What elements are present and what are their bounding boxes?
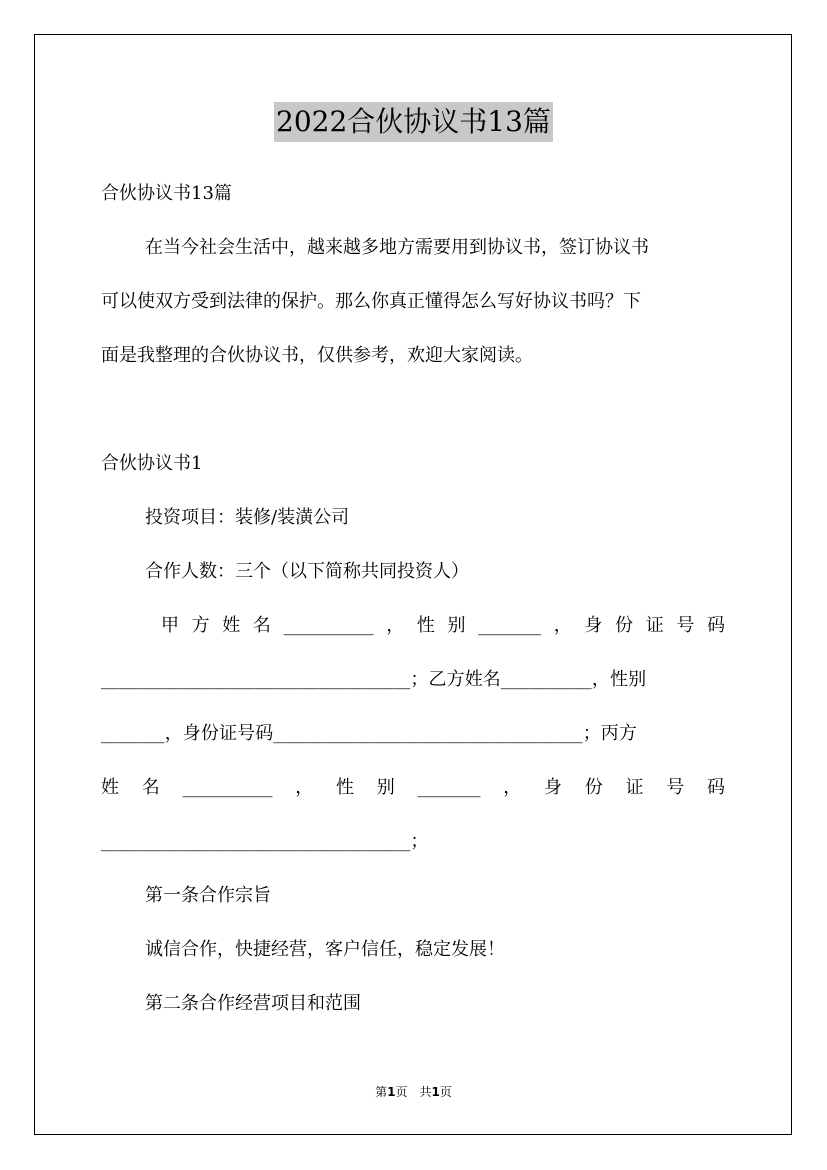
text-segment: ， <box>503 777 522 798</box>
document-subtitle: 合伙协议书13篇 <box>101 183 232 204</box>
text-segment: 名 <box>252 615 271 636</box>
text-segment: 方 <box>191 615 210 636</box>
intro-line-1: 在当今社会生活中，越来越多地方需要用到协议书，签订协议书 <box>145 237 649 258</box>
footer-prefix: 第 <box>375 1085 388 1099</box>
text-segment: 名 <box>141 777 160 798</box>
article-2-title: 第二条合作经营项目和范围 <box>145 993 361 1014</box>
text-segment: 别 <box>376 777 395 798</box>
text-segment: 证 <box>625 777 644 798</box>
party-line-2: __________________________________；乙方姓名__________，性别 <box>101 669 647 690</box>
text-segment: 份 <box>615 615 634 636</box>
blank-field: __________ <box>283 615 374 636</box>
text-segment: 码 <box>707 777 725 798</box>
text-segment: 别 <box>447 615 466 636</box>
text-segment: 号 <box>676 615 695 636</box>
partners-line: 合作人数：三个（以下简称共同投资人） <box>145 561 469 582</box>
text-segment: 身 <box>584 615 603 636</box>
text-segment: ， <box>295 777 314 798</box>
text-segment: 姓 <box>101 777 119 798</box>
intro-line-2: 可以使双方受到法律的保护。那么你真正懂得怎么写好协议书吗？下 <box>101 291 641 312</box>
footer-total-pages: 1 <box>431 1085 440 1099</box>
project-line: 投资项目：装修/装潢公司 <box>145 507 350 528</box>
intro-line-3: 面是我整理的合伙协议书，仅供参考，欢迎大家阅读。 <box>101 345 533 366</box>
text-segment: 码 <box>706 615 725 636</box>
section-heading: 合伙协议书1 <box>101 453 203 474</box>
text-segment: 甲 <box>161 615 179 636</box>
text-segment: 性 <box>336 777 354 798</box>
blank-field: _______ <box>478 615 542 636</box>
document-title: 2022合伙协议书13篇 <box>274 102 553 142</box>
party-line-3: _______，身份证号码__________________________________；丙方 <box>101 723 637 744</box>
text-segment: ， <box>386 615 405 636</box>
footer-suffix: 页 <box>439 1085 452 1099</box>
article-1-body: 诚信合作，快捷经营，客户信任，稳定发展！ <box>145 939 505 960</box>
footer-page-number: 1 <box>387 1085 396 1099</box>
text-segment: 身 <box>544 777 562 798</box>
party-line-1 <box>161 614 725 638</box>
text-segment: 姓 <box>222 615 241 636</box>
text-segment: 证 <box>645 615 664 636</box>
article-1-title: 第一条合作宗旨 <box>145 885 271 906</box>
party-line-4 <box>101 776 725 800</box>
text-segment: ， <box>553 615 572 636</box>
footer-mid: 页 共 <box>395 1085 432 1099</box>
blank-field: __________ <box>182 777 273 798</box>
text-segment: 号 <box>666 777 685 798</box>
title-container <box>0 102 827 142</box>
text-segment: 份 <box>584 777 603 798</box>
blank-field: _______ <box>417 777 481 798</box>
page-footer <box>0 1084 827 1100</box>
text-segment: 性 <box>416 615 435 636</box>
party-line-5: __________________________________； <box>101 831 429 852</box>
